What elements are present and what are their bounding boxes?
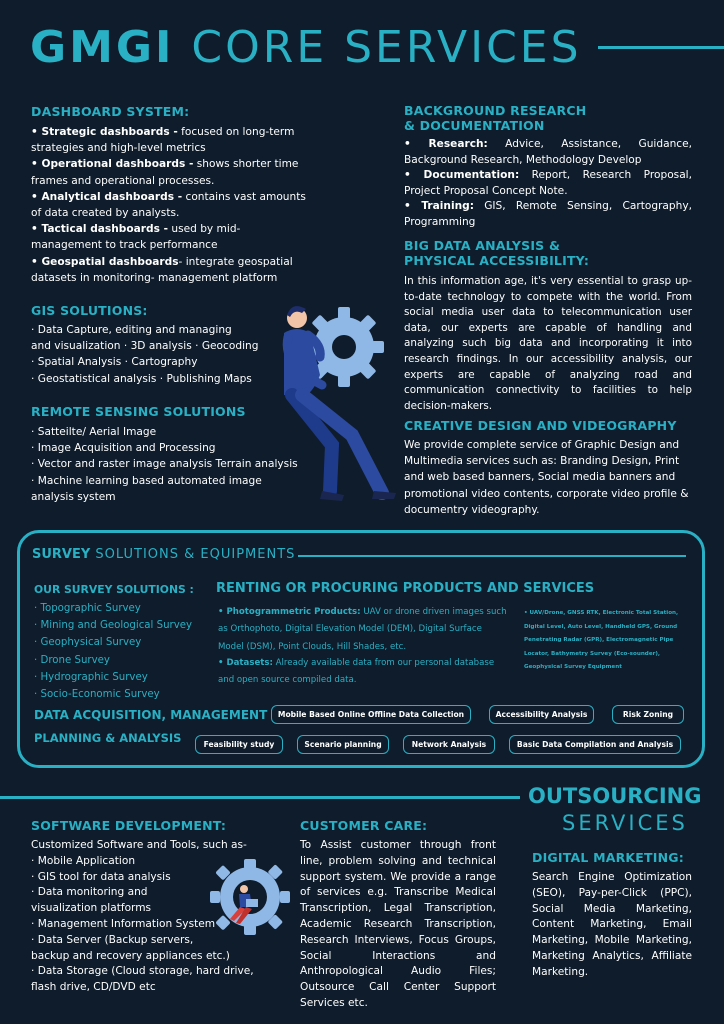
digital-text: Search Engine Optimization (SEO), Pay-per-Click (PPC), Social Media Marketing, Content Marketing, Email Marketing, Mobile Marketing, Marketing Analytics, Affiliate Marketing. [532, 871, 692, 978]
dashboard-item: • Geospatial dashboards- integrate geospatial datasets in monitoring- management platform [31, 255, 293, 284]
survey-solutions-heading: OUR SURVEY SOLUTIONS : [34, 583, 194, 596]
survey-solution-item: · Socio-Economic Survey [34, 689, 160, 701]
bigdata-text: In this information age, it's very essential to grasp up-to-date technology to compete with the world. From social media user data to telecommunication user data, our experts are capable of handling and analyzing such big data and incorporating it into research findings. In our accessibility analysis, our experts are capable of analyzing road and communication connectivity to facilities to help decision-makers. [404, 275, 692, 412]
remote-line: · Satteilte/ Aerial Image [31, 426, 157, 438]
dashboard-heading: DASHBOARD SYSTEM: [31, 104, 190, 119]
gis-list [31, 322, 281, 387]
software-line: · Data monitoring and [31, 886, 148, 899]
dashboard-item: • Strategic dashboards - focused on long-term strategies and high-level metrics [31, 126, 295, 155]
pill-scenario-planning: Scenario planning [297, 735, 389, 754]
dashboard-item: • Analytical dashboards - contains vast amounts of data created by analysts. [31, 190, 306, 220]
outsourcing-title: OUTSOURCING [528, 784, 702, 808]
survey-solution-item: · Drone Survey [34, 654, 110, 666]
photogrammetric-products: • Photogrammetric Products: UAV or drone driven images such as Orthophoto, Digital Elevation Model (DEM), Digital Surface Model (DSM), Point Clouds, Hill Shades, etc. [218, 607, 507, 652]
survey-solution-item: · Geophysical Survey [34, 637, 142, 649]
survey-solutions-list [34, 600, 192, 703]
pill-risk-zoning: Risk Zoning [612, 705, 684, 724]
background-item: • Research: Advice, Assistance, Guidance, Background Research, Methodology Develop [404, 138, 692, 166]
pill-feasibility-study: Feasibility study [195, 735, 283, 754]
remote-line: · Image Acquisition and Processing [31, 442, 216, 455]
gis-line: · Spatial Analysis · Cartography [31, 356, 198, 369]
pill-basic-data-compilation: Basic Data Compilation and Analysis [509, 735, 681, 754]
page-title [30, 22, 582, 74]
survey-solution-item: · Hydrographic Survey [34, 671, 148, 683]
outsourcing-rule [0, 796, 520, 799]
survey-solution-item: · Topographic Survey [34, 603, 141, 614]
survey-solution-item: · Mining and Geological Survey [34, 620, 193, 632]
bigdata-heading: BIG DATA ANALYSIS & PHYSICAL ACCESSIBILITY: [404, 238, 590, 268]
background-item: • Training: GIS, Remote Sensing, Cartography, Programming [404, 200, 692, 228]
remote-line: · Vector and raster image analysis Terrain analysis [31, 458, 298, 471]
software-line: flash drive, CD/DVD etc [31, 981, 156, 994]
software-line: · Data Server (Backup servers, [31, 933, 194, 946]
gis-heading: GIS SOLUTIONS: [31, 303, 148, 318]
pill-network-analysis: Network Analysis [403, 735, 495, 754]
survey-equipment: • UAV/Drone, GNSS RTK, Electronic Total Station, Digital Level, Auto Level, Handheld GPS, Ground Penetrating Radar (GPR), Electromagnetic Pipe Locator, Bathymetry Survey (Eco-sounder), Geophysical Survey Equipment [524, 610, 679, 671]
gis-line: and visualization · 3D analysis · Geocoding [31, 340, 259, 353]
customer-text: To Assist customer through front line, problem solving and technical support system. We provide a range of services e.g. Transcribe Medical Transcription, Legal Transcription, Academic Research Transcription, Research Interviews, Focus Groups, Social Interactions and Anthropological Audio Files; Outsource Call Center Support Services etc. [300, 839, 496, 1009]
customer-heading: CUSTOMER CARE: [300, 818, 428, 833]
creative-heading: CREATIVE DESIGN AND VIDEOGRAPHY [404, 418, 677, 433]
background-item: • Documentation: Report, Research Proposal, Project Proposal Concept Note. [404, 169, 692, 197]
software-line: · Management Information System [31, 917, 216, 930]
background-heading: BACKGROUND RESEARCH & DOCUMENTATION [404, 103, 587, 133]
dashboard-item: • Tactical dashboards - used by mid-management to track performance [31, 223, 241, 252]
gis-line: · Data Capture, editing and managing [31, 324, 232, 336]
remote-line: analysis system [31, 490, 116, 503]
creative-text: We provide complete service of Graphic Design and Multimedia services such as: Branding Design, Print and web based banners, Social media banners and promotional video contents, corporate video profile & documentry videography. [404, 439, 689, 516]
renting-heading: RENTING OR PROCURING PRODUCTS AND SERVICES [216, 581, 595, 596]
gear-laptop-illustration [206, 857, 294, 939]
software-line: · Data Storage (Cloud storage, hard drive, [31, 965, 254, 978]
survey-title-rule [298, 555, 686, 557]
dashboard-list [31, 124, 306, 286]
remote-heading: REMOTE SENSING SOLUTIONS [31, 404, 246, 419]
software-line: Customized Software and Tools, such as- [31, 839, 247, 851]
software-heading: SOFTWARE DEVELOPMENT: [31, 818, 227, 833]
software-line: backup and recovery appliances etc.) [31, 949, 230, 962]
gis-line: · Geostatistical analysis · Publishing Maps [31, 372, 252, 385]
remote-line: · Machine learning based automated image [31, 474, 262, 487]
pill-accessibility-analysis: Accessibility Analysis [489, 705, 594, 724]
digital-heading: DIGITAL MARKETING: [532, 850, 684, 865]
survey-title: SURVEY SOLUTIONS & EQUIPMENTS [32, 547, 296, 562]
title-light: CORE SERVICES [191, 22, 582, 73]
datasets: • Datasets: Already available data from our personal database and open source compiled data. [218, 658, 495, 686]
planning-analysis-heading: PLANNING & ANALYSIS [34, 731, 182, 745]
outsourcing-subtitle: SERVICES [562, 811, 688, 835]
data-acquisition-heading: DATA ACQUISITION, MANAGEMENT [34, 708, 268, 722]
dashboard-item: • Operational dashboards - shows shorter time frames and operational processes. [31, 158, 299, 187]
software-line: visualization platforms [31, 902, 152, 915]
background-list [404, 137, 692, 230]
software-line: · Mobile Application [31, 854, 136, 867]
software-line: · GIS tool for data analysis [31, 870, 171, 883]
title-bold: GMGI [30, 22, 175, 73]
pill-mobile-data-collection: Mobile Based Online Offline Data Collection [271, 705, 471, 724]
title-rule [598, 46, 724, 49]
gear-person-illustration [262, 295, 402, 505]
